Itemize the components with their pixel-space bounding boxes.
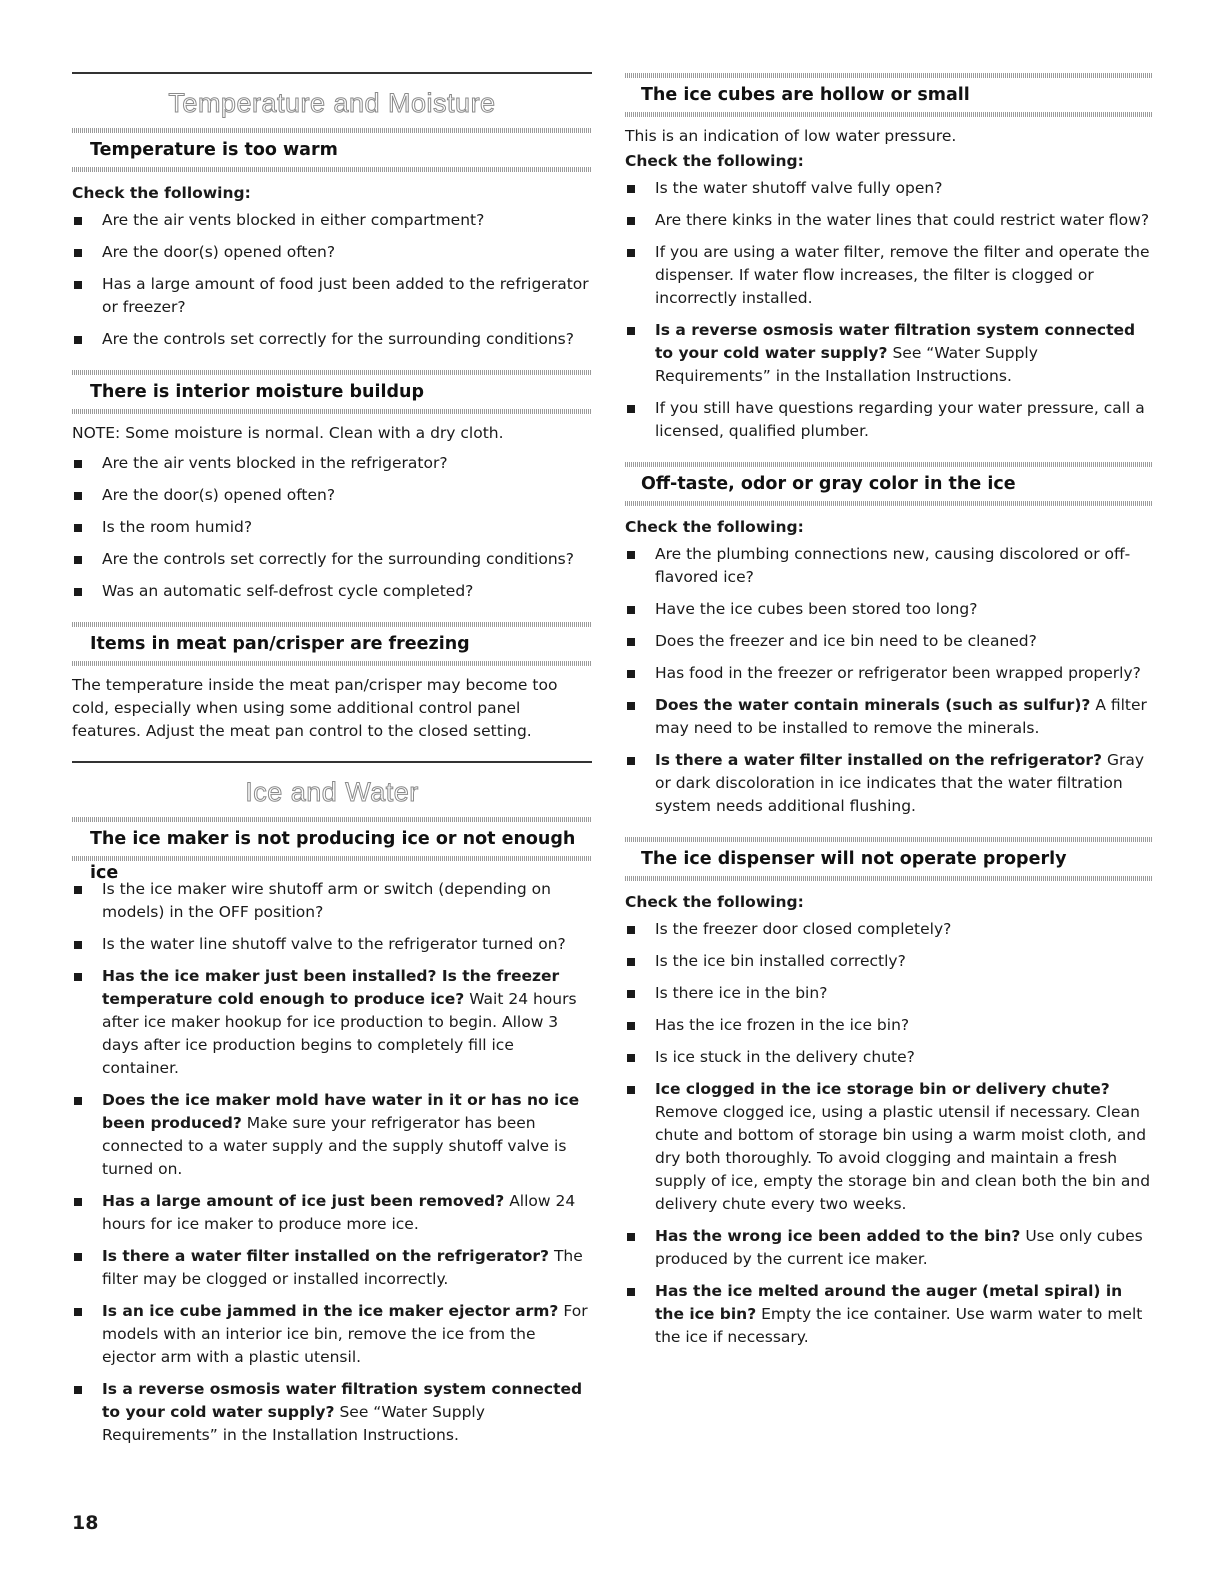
list-item: Has a large amount of food just been added to the refrigerator or freezer? (72, 273, 592, 319)
list-item: Was an automatic self-defrost cycle completed? (72, 580, 592, 603)
list-item: If you are using a water filter, remove the filter and operate the dispenser. If water flow increases, the filter is clogged or incorrectly installed. (625, 241, 1153, 310)
check-label: Check the following: (625, 518, 804, 536)
list-item: Is the ice maker wire shutoff arm or switch (depending on models) in the OFF position? (72, 878, 592, 924)
section-title-ice-water: Ice and Water (245, 777, 419, 807)
section-title-temperature: Temperature and Moisture (168, 88, 496, 118)
check-label: Check the following: (625, 152, 804, 170)
note: NOTE: Some moisture is normal. Clean with a dry cloth. (72, 424, 504, 442)
list-item: Are the air vents blocked in the refrigerator? (72, 452, 592, 475)
list-item: Is ice stuck in the delivery chute? (625, 1046, 1153, 1069)
heading-dispenser: The ice dispenser will not operate properly (641, 849, 1067, 869)
list-item: Does the freezer and ice bin need to be cleaned? (625, 630, 1153, 653)
list-item: Does the water contain minerals (such as sulfur)? A filter may need to be installed to remove the minerals. (625, 694, 1153, 740)
left-column (72, 72, 592, 1456)
heading-hollow: The ice cubes are hollow or small (641, 85, 970, 105)
heading-offtaste: Off-taste, odor or gray color in the ice (641, 474, 1016, 494)
list-item: Is an ice cube jammed in the ice maker ejector arm? For models with an interior ice bin, remove the ice from the ejector arm with a plastic utensil. (72, 1300, 592, 1369)
list-item: Is there a water filter installed on the refrigerator? The filter may be clogged or installed incorrectly. (72, 1245, 592, 1291)
list-item: Ice clogged in the ice storage bin or delivery chute? Remove clogged ice, using a plastic utensil if necessary. Clean chute and bottom of storage bin using a warm moist cloth, and dry both thoroughly. To avoid clogging and maintain a fresh supply of ice, empty the storage bin and clean both the bin and delivery chute every two weeks. (625, 1078, 1153, 1216)
divider (625, 876, 1153, 881)
list-too-warm (72, 209, 592, 351)
list-item: Does the ice maker mold have water in it or has no ice been produced? Make sure your refrigerator has been connected to a water supply and the supply shutoff valve is turned on. (72, 1089, 592, 1181)
divider (72, 661, 592, 666)
divider (72, 409, 592, 414)
freezing-text: The temperature inside the meat pan/crisper may become too cold, especially when using some additional control panel features. Adjust the meat pan control to the closed setting. (72, 676, 558, 740)
right-column (625, 73, 1153, 1358)
list-item: Is the room humid? (72, 516, 592, 539)
list-item: Is a reverse osmosis water filtration system connected to your cold water supply? See “Water Supply Requirements” in the Installation Instructions. (72, 1378, 592, 1447)
heading-freezing: Items in meat pan/crisper are freezing (90, 634, 470, 654)
list-item: Has the wrong ice been added to the bin? Use only cubes produced by the current ice maker. (625, 1225, 1153, 1271)
list-item: Is the water line shutoff valve to the refrigerator turned on? (72, 933, 592, 956)
check-label: Check the following: (72, 184, 251, 202)
heading-too-warm: Temperature is too warm (90, 140, 338, 160)
divider (72, 167, 592, 172)
list-item: Has the ice melted around the auger (metal spiral) in the ice bin? Empty the ice container. Use warm water to melt the ice if necessary. (625, 1280, 1153, 1349)
list-item: Has food in the freezer or refrigerator been wrapped properly? (625, 662, 1153, 685)
heading-icemaker: The ice maker is not producing ice or not enough ice (90, 829, 576, 883)
list-item: Are the plumbing connections new, causing discolored or off-flavored ice? (625, 543, 1153, 589)
list-item: Is the ice bin installed correctly? (625, 950, 1153, 973)
list-offtaste (625, 543, 1153, 818)
divider (625, 501, 1153, 506)
list-dispenser (625, 918, 1153, 1349)
list-item: Are the controls set correctly for the surrounding conditions? (72, 548, 592, 571)
list-item: Have the ice cubes been stored too long? (625, 598, 1153, 621)
list-item: Are the door(s) opened often? (72, 484, 592, 507)
heading-moisture: There is interior moisture buildup (90, 382, 425, 402)
list-hollow (625, 177, 1153, 443)
divider (625, 112, 1153, 117)
section-rule (72, 761, 592, 763)
list-item: If you still have questions regarding your water pressure, call a licensed, qualified plumber. (625, 397, 1153, 443)
hollow-intro: This is an indication of low water pressure. (625, 127, 957, 145)
list-item: Is the freezer door closed completely? (625, 918, 1153, 941)
list-item: Are the door(s) opened often? (72, 241, 592, 264)
list-item: Has the ice frozen in the ice bin? (625, 1014, 1153, 1037)
list-item: Has a large amount of ice just been removed? Allow 24 hours for ice maker to produce more ice. (72, 1190, 592, 1236)
top-rule (72, 72, 592, 74)
list-moisture (72, 452, 592, 603)
list-item: Is a reverse osmosis water filtration system connected to your cold water supply? See “Water Supply Requirements” in the Installation Instructions. (625, 319, 1153, 388)
list-item: Are there kinks in the water lines that could restrict water flow? (625, 209, 1153, 232)
list-item: Are the controls set correctly for the surrounding conditions? (72, 328, 592, 351)
list-icemaker (72, 878, 592, 1447)
list-item: Is there a water filter installed on the refrigerator? Gray or dark discoloration in ice indicates that the water filtration system needs additional flushing. (625, 749, 1153, 818)
check-label: Check the following: (625, 893, 804, 911)
list-item: Is the water shutoff valve fully open? (625, 177, 1153, 200)
list-item: Has the ice maker just been installed? Is the freezer temperature cold enough to produce ice? Wait 24 hours after ice maker hookup for ice production to begin. Allow 3 days after ice production begins to completely fill ice container. (72, 965, 592, 1080)
list-item: Is there ice in the bin? (625, 982, 1153, 1005)
list-item: Are the air vents blocked in either compartment? (72, 209, 592, 232)
page-number: 18 (72, 1512, 99, 1534)
